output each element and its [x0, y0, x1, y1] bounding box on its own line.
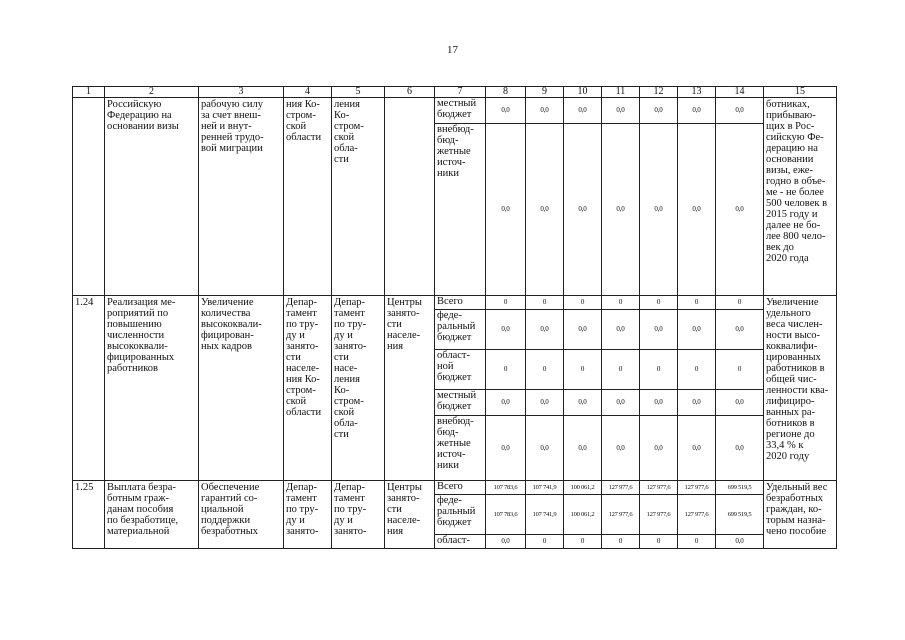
header-cell: 8 — [486, 87, 526, 98]
value-cell: 0 — [602, 296, 640, 310]
value-cell: 0,0 — [526, 98, 564, 124]
responsible-executor-cell — [284, 481, 332, 549]
indicator-cell — [764, 296, 837, 481]
value-cell: 0,0 — [526, 416, 564, 481]
value-cell: 0 — [678, 296, 716, 310]
value-cell: 100 061,2 — [564, 481, 602, 495]
value-cell: 127 977,6 — [678, 495, 716, 535]
header-cell: 13 — [678, 87, 716, 98]
value-cell: 0,0 — [526, 390, 564, 416]
page-number: 17 — [447, 44, 458, 56]
participant-cell-text: Центры занято- сти населе- ния — [387, 482, 422, 537]
responsible-executor-cell-text: ния Ко- стром- ской области — [286, 99, 322, 143]
expected-result-cell-text: рабочую силу за счет внеш- ней и внут- ренней трудо- вой миграции — [201, 99, 264, 154]
indicator-cell — [764, 481, 837, 549]
coexecutor-cell-text: ления Ко- стром- ской обла- сти — [334, 99, 364, 165]
indicator-text: Удельный вес безработных граждан, ко- торым назна- чено пособие — [766, 482, 828, 537]
responsible-executor-cell — [284, 296, 332, 481]
value-cell: 0,0 — [564, 124, 602, 296]
funding-source-text: местный бюджет — [437, 390, 477, 412]
value-cell: 127 977,6 — [640, 481, 678, 495]
header-cell: 9 — [526, 87, 564, 98]
header-cell: 2 — [105, 87, 199, 98]
header-cell: 10 — [564, 87, 602, 98]
value-cell: 0,0 — [602, 310, 640, 350]
value-cell: 0,0 — [640, 98, 678, 124]
value-cell: 0,0 — [640, 310, 678, 350]
header-cell: 14 — [716, 87, 764, 98]
value-cell: 0 — [602, 535, 640, 549]
participant-cell — [385, 98, 435, 296]
funding-source-text: внебюд- бюд- жетные источ- ники — [437, 416, 474, 471]
expected-result-cell — [199, 296, 284, 481]
activity-name-cell-text: Выплата безра- ботным граж- данам пособия по безработице, материальной — [107, 482, 179, 537]
header-cell: 5 — [332, 87, 385, 98]
header-cell: 3 — [199, 87, 284, 98]
responsible-executor-cell — [284, 98, 332, 296]
value-cell: 0,0 — [486, 310, 526, 350]
funding-source-text: внебюд- бюд- жетные источ- ники — [437, 124, 474, 179]
value-cell: 0 — [678, 350, 716, 390]
header-cell: 7 — [435, 87, 486, 98]
indicator-cell — [764, 98, 837, 296]
value-cell: 0 — [486, 350, 526, 390]
coexecutor-cell-text: Депар- тамент по тру- ду и занято- — [334, 482, 367, 537]
funding-source-cell — [435, 416, 486, 481]
header-cell: 1 — [73, 87, 105, 98]
value-cell: 0,0 — [486, 390, 526, 416]
value-cell: 0 — [640, 296, 678, 310]
activity-name-cell — [105, 98, 199, 296]
value-cell: 0,0 — [564, 98, 602, 124]
value-cell: 0,0 — [678, 416, 716, 481]
value-cell: 0,0 — [602, 124, 640, 296]
funding-source-cell — [435, 495, 486, 535]
value-cell: 0 — [526, 350, 564, 390]
coexecutor-cell — [332, 296, 385, 481]
funding-source-cell — [435, 390, 486, 416]
value-cell: 127 977,6 — [602, 495, 640, 535]
activity-name-cell-text: Российскую Федерацию на основании визы — [107, 99, 179, 132]
value-cell: 0,0 — [716, 390, 764, 416]
value-cell: 0,0 — [486, 124, 526, 296]
indicator-text: Увеличение удельного веса числен- ности высо- коквалифи- цированных работников в общей чис- ленности ква- лифициро- ванных ра- ботников в регионе до 33,4 % к 2020 году — [766, 297, 829, 462]
header-cell: 4 — [284, 87, 332, 98]
expected-result-cell — [199, 98, 284, 296]
value-cell: 699 519,5 — [716, 481, 764, 495]
value-cell: 0,0 — [716, 416, 764, 481]
value-cell: 100 061,2 — [564, 495, 602, 535]
value-cell: 0,0 — [526, 124, 564, 296]
participant-cell-text: Центры занято- сти населе- ния — [387, 297, 422, 352]
value-cell: 0,0 — [640, 416, 678, 481]
funding-source-text: феде- ральный бюджет — [437, 310, 476, 343]
funding-source-text: област- — [437, 535, 470, 546]
item-number-cell — [73, 98, 105, 296]
value-cell: 0,0 — [564, 310, 602, 350]
funding-source-cell — [435, 98, 486, 124]
expected-result-cell — [199, 481, 284, 549]
coexecutor-cell-text: Депар- тамент по тру- ду и занято- сти насе- ления Ко- стром- ской обла- сти — [334, 297, 367, 440]
table-row — [73, 296, 837, 310]
value-cell: 0 — [486, 296, 526, 310]
value-cell: 107 741,9 — [526, 495, 564, 535]
value-cell: 0 — [526, 535, 564, 549]
funding-source-cell — [435, 535, 486, 549]
funding-source-cell — [435, 481, 486, 495]
value-cell: 0 — [602, 350, 640, 390]
value-cell: 127 977,6 — [678, 481, 716, 495]
value-cell: 699 519,5 — [716, 495, 764, 535]
expected-result-cell-text: Увеличение количества высококвали- фицирован- ных кадров — [201, 297, 262, 352]
value-cell: 0,0 — [602, 98, 640, 124]
value-cell: 0,0 — [564, 390, 602, 416]
value-cell: 0,0 — [678, 124, 716, 296]
header-cell: 15 — [764, 87, 837, 98]
value-cell: 0,0 — [678, 310, 716, 350]
value-cell: 0 — [564, 350, 602, 390]
header-cell: 11 — [602, 87, 640, 98]
value-cell: 107 783,6 — [486, 495, 526, 535]
value-cell: 0 — [716, 350, 764, 390]
value-cell: 0 — [678, 535, 716, 549]
value-cell: 0,0 — [564, 416, 602, 481]
funding-source-text: Всего — [437, 481, 463, 492]
budget-table — [72, 86, 837, 549]
funding-source-cell — [435, 350, 486, 390]
activity-name-cell — [105, 296, 199, 481]
header-cell: 12 — [640, 87, 678, 98]
value-cell: 127 977,6 — [602, 481, 640, 495]
funding-source-cell — [435, 296, 486, 310]
activity-name-cell-text: Реализация ме- роприятий по повышению численности высококвали- фицированных работников — [107, 297, 176, 374]
value-cell: 0,0 — [678, 98, 716, 124]
value-cell: 0,0 — [640, 124, 678, 296]
funding-source-text: област- ной бюджет — [437, 350, 472, 383]
header-cell: 6 — [385, 87, 435, 98]
responsible-executor-cell-text: Депар- тамент по тру- ду и занято- — [286, 482, 319, 537]
value-cell: 127 977,6 — [640, 495, 678, 535]
expected-result-cell-text: Обеспечение гарантий со- циальной поддержки безработных — [201, 482, 260, 537]
value-cell: 0,0 — [526, 310, 564, 350]
value-cell: 0,0 — [678, 390, 716, 416]
header-row — [73, 87, 837, 98]
value-cell: 0,0 — [716, 535, 764, 549]
value-cell: 0 — [716, 296, 764, 310]
table-row — [73, 98, 837, 124]
value-cell: 107 741,9 — [526, 481, 564, 495]
value-cell: 107 783,6 — [486, 481, 526, 495]
item-number-cell: 1.24 — [73, 296, 105, 481]
funding-source-cell — [435, 310, 486, 350]
value-cell: 0 — [564, 535, 602, 549]
value-cell: 0,0 — [640, 390, 678, 416]
value-cell: 0,0 — [486, 98, 526, 124]
funding-source-text: феде- ральный бюджет — [437, 495, 476, 528]
value-cell: 0 — [564, 296, 602, 310]
value-cell: 0,0 — [602, 390, 640, 416]
participant-cell — [385, 296, 435, 481]
value-cell: 0,0 — [486, 535, 526, 549]
activity-name-cell — [105, 481, 199, 549]
funding-source-text: Всего — [437, 296, 463, 307]
value-cell: 0,0 — [602, 416, 640, 481]
item-number-cell: 1.25 — [73, 481, 105, 549]
value-cell: 0,0 — [716, 124, 764, 296]
funding-source-text: местный бюджет — [437, 98, 477, 120]
value-cell: 0 — [640, 535, 678, 549]
value-cell: 0,0 — [716, 310, 764, 350]
value-cell: 0,0 — [716, 98, 764, 124]
value-cell: 0 — [640, 350, 678, 390]
responsible-executor-cell-text: Депар- тамент по тру- ду и занято- сти населе- ния Ко- стром- ской области — [286, 297, 322, 418]
table-row — [73, 481, 837, 495]
coexecutor-cell — [332, 481, 385, 549]
indicator-text: ботниках, прибываю- щих в Рос- сийскую Фе- дерацию на основании визы, еже- годно в объе- ме - не более 500 человек в 2015 году и далее не бо- лее 800 чело- век до 2020 года — [766, 99, 828, 264]
coexecutor-cell — [332, 98, 385, 296]
value-cell: 0 — [526, 296, 564, 310]
participant-cell — [385, 481, 435, 549]
funding-source-cell — [435, 124, 486, 296]
value-cell: 0,0 — [486, 416, 526, 481]
